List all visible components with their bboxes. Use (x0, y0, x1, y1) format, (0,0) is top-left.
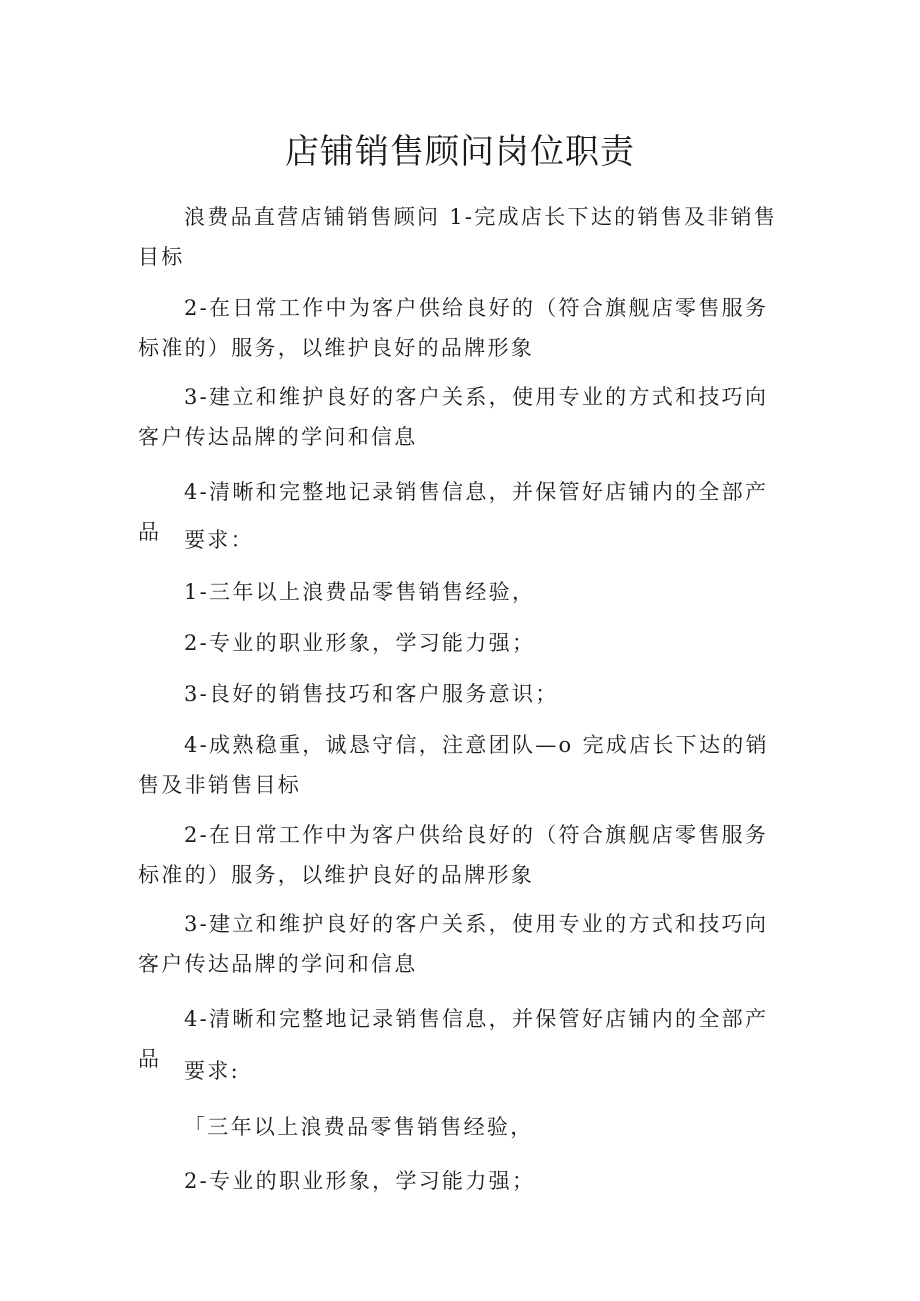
paragraph-10: 2-在日常工作中为客户供给良好的（符合旗舰店零售服务标准的）服务，以维护良好的品牌形象 (138, 823, 769, 887)
paragraph-4: 4-清晰和完整地记录销售信息，并保管好店铺内的全部产品 (138, 480, 769, 544)
paragraph-2: 2-在日常工作中为客户供给良好的（符合旗舰店零售服务标准的）服务，以维护良好的品牌形象 (138, 296, 769, 360)
paragraph-7: 2-专业的职业形象，学习能力强； (184, 631, 536, 655)
paragraph-8: 3-良好的销售技巧和客户服务意识； (184, 682, 559, 706)
paragraph-1: 浪费品直营店铺销售顾问 1-完成店长下达的销售及非销售目标 (138, 205, 778, 269)
paragraph-12: 4-清晰和完整地记录销售信息，并保管好店铺内的全部产品 (138, 1007, 769, 1071)
paragraph-6: 1-三年以上浪费品零售销售经验， (184, 580, 536, 604)
paragraph-3: 3-建立和维护良好的客户关系，使用专业的方式和技巧向客户传达品牌的学问和信息 (138, 385, 769, 449)
paragraph-13: 要求: (184, 1059, 240, 1083)
paragraph-5: 要求： (184, 528, 254, 552)
paragraph-15: 2-专业的职业形象，学习能力强； (184, 1169, 536, 1193)
paragraph-11: 3-建立和维护良好的客户关系，使用专业的方式和技巧向客户传达品牌的学问和信息 (138, 912, 769, 976)
document-title: 店铺销售顾问岗位职责 (285, 132, 635, 172)
paragraph-9: 4-成熟稳重，诚恳守信，注意团队—o 完成店长下达的销售及非销售目标 (138, 733, 769, 797)
paragraph-14: 「三年以上浪费品零售销售经验， (184, 1115, 534, 1139)
